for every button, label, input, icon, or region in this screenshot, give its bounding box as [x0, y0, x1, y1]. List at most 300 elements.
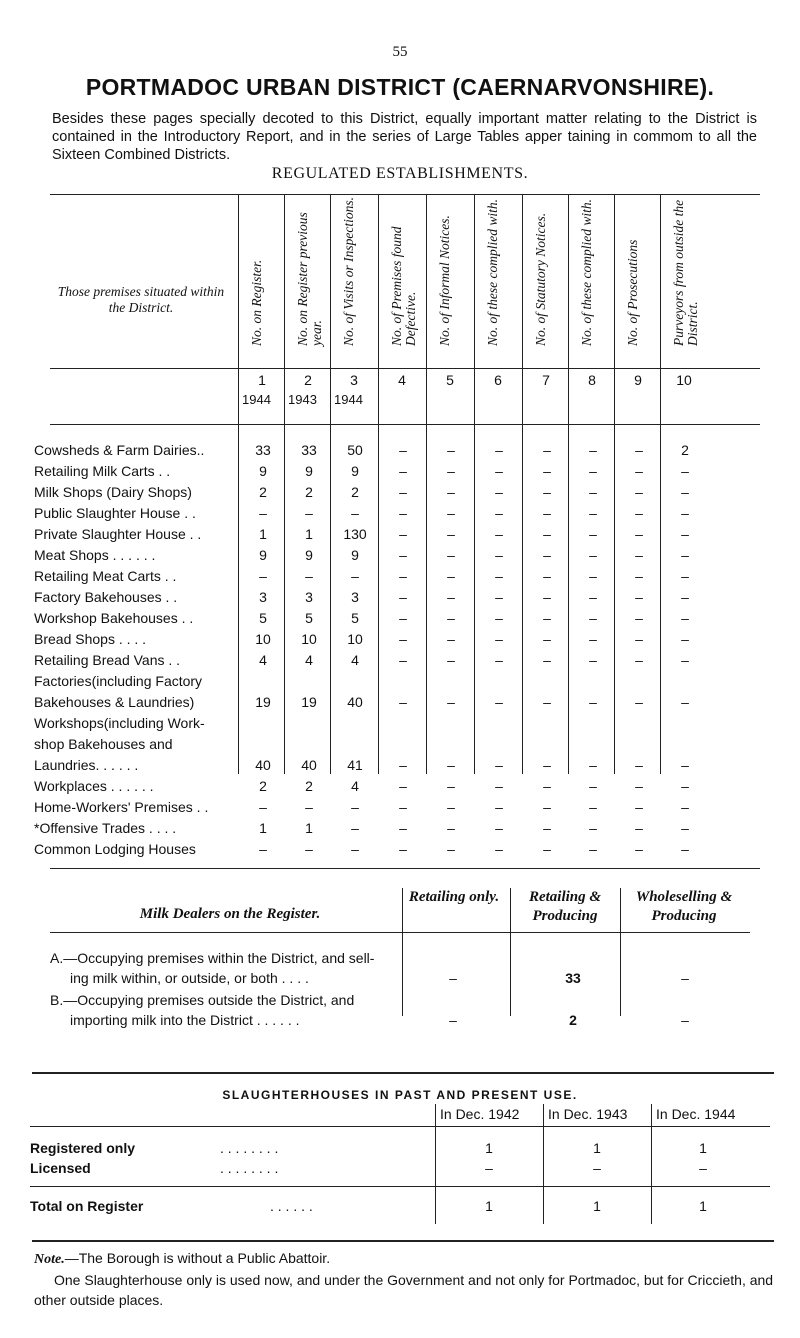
cell-col-6: –: [495, 589, 503, 605]
col-header-7: No. of Statutory Notices.: [533, 212, 548, 346]
cell-col-2: 9: [305, 463, 313, 479]
col-rule-1: [238, 194, 239, 774]
col-rule-7: [522, 194, 523, 774]
cell-col-4: –: [399, 484, 407, 500]
cell-col-4: –: [399, 463, 407, 479]
col-header-4: No. of Premises found Defective.: [389, 226, 418, 346]
sl-row-registered-dots: . . . . . . . .: [220, 1140, 279, 1156]
sl-licensed-1942: –: [485, 1160, 493, 1176]
cell-col-3: 41: [347, 757, 363, 773]
sl-total-1942: 1: [485, 1198, 493, 1214]
cell-col-3: 40: [347, 694, 363, 710]
cell-col-5: –: [447, 568, 455, 584]
sl-registered-1943: 1: [593, 1140, 601, 1156]
cell-col-5: –: [447, 526, 455, 542]
cell-col-2: –: [305, 841, 313, 857]
milk-col-retailing-producing: Retailing & Producing: [528, 889, 602, 924]
col-number-2: 2: [304, 372, 312, 388]
cell-col-4: –: [399, 631, 407, 647]
cell-col-2: 1: [305, 820, 313, 836]
cell-col-4: –: [399, 778, 407, 794]
note-line1: —The Borough is without a Public Abattoir.: [64, 1250, 331, 1266]
cell-col-6: –: [495, 442, 503, 458]
cell-col-4: –: [399, 547, 407, 563]
row-label: Public Slaughter House . .: [34, 505, 196, 521]
col-year-2: 1943: [288, 392, 317, 407]
col-number-6: 6: [494, 372, 502, 388]
cell-col-6: –: [495, 484, 503, 500]
cell-col-8: –: [589, 463, 597, 479]
cell-col-7: –: [543, 610, 551, 626]
cell-col-2: 33: [301, 442, 317, 458]
cell-col-9: –: [635, 778, 643, 794]
cell-col-1: 33: [255, 442, 271, 458]
sl-registered-1942: 1: [485, 1140, 493, 1156]
cell-col-3: 130: [343, 526, 367, 542]
col-rule-10: [660, 194, 661, 774]
sl-licensed-1944: –: [699, 1160, 707, 1176]
note-label: Note.: [34, 1252, 65, 1267]
cell-col-3: 2: [351, 484, 359, 500]
cell-col-9: –: [635, 841, 643, 857]
milk-header-rule: [50, 932, 750, 933]
cell-col-9: –: [635, 568, 643, 584]
cell-col-3: 4: [351, 778, 359, 794]
cell-col-8: –: [589, 610, 597, 626]
cell-col-6: –: [495, 463, 503, 479]
cell-col-6: –: [495, 820, 503, 836]
cell-col-2: –: [305, 505, 313, 521]
cell-col-1: 19: [255, 694, 271, 710]
cell-col-7: –: [543, 484, 551, 500]
milk-row-b-line2: importing milk into the District . . . . . .: [70, 1012, 300, 1028]
table-row: [34, 652, 800, 672]
note-rule: [32, 1240, 774, 1242]
cell-col-9: –: [635, 757, 643, 773]
cell-col-6: –: [495, 526, 503, 542]
cell-col-3: 4: [351, 652, 359, 668]
cell-col-7: –: [543, 568, 551, 584]
cell-col-8: –: [589, 484, 597, 500]
row-label: Bakehouses & Laundries): [34, 694, 195, 710]
col-header-3: No. of Visits or Inspections.: [341, 196, 356, 346]
cell-col-10: –: [681, 463, 689, 479]
cell-col-5: –: [447, 442, 455, 458]
milk-dealers-table: [50, 889, 770, 1028]
sl-row-registered-label: Registered only: [30, 1140, 136, 1156]
table-row: [34, 799, 800, 819]
slaughterhouse-table: [30, 1106, 770, 1220]
cell-col-2: 10: [301, 631, 317, 647]
table-row: [34, 631, 800, 651]
table-row: [34, 778, 800, 798]
cell-col-4: –: [399, 841, 407, 857]
cell-col-1: 1: [259, 820, 267, 836]
cell-col-4: –: [399, 757, 407, 773]
cell-col-3: –: [351, 568, 359, 584]
table-row: [34, 463, 800, 483]
table-row: [34, 757, 800, 777]
sl-registered-1944: 1: [699, 1140, 707, 1156]
table-row: [34, 547, 800, 567]
col-header-9: No. of Prosecutions: [625, 239, 640, 346]
cell-col-10: –: [681, 778, 689, 794]
cell-col-10: –: [681, 652, 689, 668]
cell-col-2: 5: [305, 610, 313, 626]
cell-col-9: –: [635, 526, 643, 542]
table-row: [34, 673, 800, 693]
table-row: [34, 526, 800, 546]
cell-col-6: –: [495, 778, 503, 794]
cell-col-5: –: [447, 778, 455, 794]
cell-col-2: –: [305, 568, 313, 584]
section-rule: [32, 1072, 774, 1074]
cell-col-10: –: [681, 694, 689, 710]
cell-col-7: –: [543, 526, 551, 542]
cell-col-8: –: [589, 589, 597, 605]
cell-col-7: –: [543, 442, 551, 458]
cell-col-9: –: [635, 589, 643, 605]
cell-col-5: –: [447, 820, 455, 836]
cell-col-7: –: [543, 799, 551, 815]
cell-col-2: –: [305, 799, 313, 815]
milk-col-wholeselling-producing: Wholeselling & Producing: [635, 889, 733, 924]
sl-licensed-1943: –: [593, 1160, 601, 1176]
regulated-establishments-table: [34, 178, 800, 857]
col-number-5: 5: [446, 372, 454, 388]
col-number-4: 4: [398, 372, 406, 388]
cell-col-3: 50: [347, 442, 363, 458]
col-header-1: No. on Register.: [249, 259, 264, 346]
cell-col-8: –: [589, 841, 597, 857]
col-rule-3: [330, 194, 331, 774]
cell-col-5: –: [447, 547, 455, 563]
row-label: Milk Shops (Dairy Shops): [34, 484, 192, 500]
milk-a-wholeselling: –: [681, 970, 689, 986]
table-row: [34, 820, 800, 840]
sl-col-1944: In Dec. 1944: [656, 1106, 736, 1122]
sl-col-1942: In Dec. 1942: [440, 1106, 520, 1122]
cell-col-6: –: [495, 757, 503, 773]
cell-col-3: –: [351, 799, 359, 815]
cell-col-8: –: [589, 778, 597, 794]
cell-col-1: –: [259, 505, 267, 521]
page-title: PORTMADOC URBAN DISTRICT (CAERNARVONSHIRE).: [85, 74, 715, 100]
row-label: *Offensive Trades . . . .: [34, 820, 177, 836]
cell-col-4: –: [399, 568, 407, 584]
table-top-rule: [50, 194, 760, 195]
cell-col-9: –: [635, 547, 643, 563]
cell-col-6: –: [495, 841, 503, 857]
col-number-10: 10: [676, 372, 692, 388]
cell-col-1: 5: [259, 610, 267, 626]
cell-col-3: –: [351, 841, 359, 857]
header-rule: [50, 368, 760, 369]
col-number-9: 9: [634, 372, 642, 388]
row-label: Workplaces . . . . . .: [34, 778, 154, 794]
cell-col-10: –: [681, 610, 689, 626]
cell-col-9: –: [635, 631, 643, 647]
col-year-1: 1944: [242, 392, 271, 407]
cell-col-10: –: [681, 589, 689, 605]
col-header-2: No. on Register previous year.: [295, 212, 324, 346]
cell-col-7: –: [543, 841, 551, 857]
intro-paragraph: Besides these pages specially decoted to this District, equally important matter relating to the District is contained in the Introductory Report, and in the series of Large Tables apper taining in commom to all the Sixteen Combined Districts.: [52, 111, 757, 163]
cell-col-4: –: [399, 610, 407, 626]
cell-col-1: 1: [259, 526, 267, 542]
cell-col-4: –: [399, 442, 407, 458]
cell-col-3: 10: [347, 631, 363, 647]
sl-total-1944: 1: [699, 1198, 707, 1214]
cell-col-9: –: [635, 505, 643, 521]
cell-col-1: –: [259, 841, 267, 857]
cell-col-10: –: [681, 484, 689, 500]
cell-col-8: –: [589, 568, 597, 584]
row-label: Factories(including Factory: [34, 673, 203, 689]
cell-col-4: –: [399, 694, 407, 710]
table-row: [34, 715, 800, 735]
cell-col-5: –: [447, 757, 455, 773]
milk-row-a-line2: ing milk within, or outside, or both . . . .: [70, 970, 309, 986]
sl-total-1943: 1: [593, 1198, 601, 1214]
col-number-3: 3: [350, 372, 358, 388]
cell-col-9: –: [635, 442, 643, 458]
cell-col-8: –: [589, 442, 597, 458]
col-rule-9: [614, 194, 615, 774]
cell-col-10: 2: [681, 442, 689, 458]
slaughterhouse-heading: SLAUGHTERHOUSES IN PAST AND PRESENT USE.: [222, 1088, 578, 1102]
col-header-5: No. of Informal Notices.: [437, 215, 452, 346]
table-bottom-rule: [50, 868, 760, 869]
milk-vrule-1: [402, 888, 403, 1016]
cell-col-5: –: [447, 694, 455, 710]
number-row-rule: [50, 424, 760, 425]
cell-col-1: 10: [255, 631, 271, 647]
milk-row-a-line1: A.—Occupying premises within the District, and sell-: [50, 950, 375, 966]
cell-col-1: –: [259, 799, 267, 815]
table-row: [34, 568, 800, 588]
cell-col-9: –: [635, 652, 643, 668]
cell-col-10: –: [681, 526, 689, 542]
cell-col-5: –: [447, 610, 455, 626]
cell-col-1: 4: [259, 652, 267, 668]
sl-total-dots: . . . . . .: [270, 1198, 313, 1214]
col-rule-8: [568, 194, 569, 774]
row-label: Workshop Bakehouses . .: [34, 610, 194, 626]
cell-col-4: –: [399, 526, 407, 542]
table-row: [34, 442, 800, 462]
row-label: Common Lodging Houses: [34, 841, 196, 857]
cell-col-8: –: [589, 799, 597, 815]
cell-col-10: –: [681, 547, 689, 563]
sl-vrule-3: [651, 1104, 652, 1224]
sl-header-rule: [30, 1126, 770, 1127]
cell-col-4: –: [399, 799, 407, 815]
cell-col-10: –: [681, 505, 689, 521]
col-header-10: Purveyors from outside the District.: [671, 199, 700, 346]
cell-col-5: –: [447, 505, 455, 521]
cell-col-1: 9: [259, 463, 267, 479]
table-row: [34, 736, 800, 756]
row-label: Workshops(including Work-: [34, 715, 205, 731]
milk-b-wholeselling: –: [681, 1012, 689, 1028]
cell-col-7: –: [543, 631, 551, 647]
cell-col-3: –: [351, 505, 359, 521]
row-label: Retailing Bread Vans . .: [34, 652, 181, 668]
milk-b-retailing: –: [449, 1012, 457, 1028]
cell-col-10: –: [681, 841, 689, 857]
col-number-8: 8: [588, 372, 596, 388]
row-label: Private Slaughter House . .: [34, 526, 202, 542]
cell-col-8: –: [589, 526, 597, 542]
cell-col-2: 2: [305, 484, 313, 500]
col-number-1: 1: [258, 372, 266, 388]
cell-col-3: 9: [351, 463, 359, 479]
cell-col-8: –: [589, 820, 597, 836]
cell-col-9: –: [635, 820, 643, 836]
sl-row-licensed-label: Licensed: [30, 1160, 91, 1176]
col-rule-2: [284, 194, 285, 774]
col-number-7: 7: [542, 372, 550, 388]
cell-col-5: –: [447, 799, 455, 815]
row-label: Retailing Meat Carts . .: [34, 568, 177, 584]
cell-col-1: 3: [259, 589, 267, 605]
cell-col-10: –: [681, 631, 689, 647]
cell-col-9: –: [635, 484, 643, 500]
cell-col-8: –: [589, 505, 597, 521]
milk-heading: Milk Dealers on the Register.: [139, 906, 321, 922]
table-row: [34, 694, 800, 714]
col-header-8: No. of these complied with.: [579, 199, 594, 346]
col-header-6: No. of these complied with.: [485, 199, 500, 346]
note-block: [34, 1248, 774, 1310]
cell-col-6: –: [495, 652, 503, 668]
sl-col-1943: In Dec. 1943: [548, 1106, 628, 1122]
cell-col-1: 40: [255, 757, 271, 773]
row-label: Factory Bakehouses . .: [34, 589, 178, 605]
cell-col-3: 3: [351, 589, 359, 605]
col-year-3: 1944: [334, 392, 363, 407]
cell-col-9: –: [635, 463, 643, 479]
cell-col-5: –: [447, 589, 455, 605]
note-line2: One Slaughterhouse only is used now, and under the Government and not only for Portmadoc, but for Criccieth, and other outside places.: [34, 1272, 774, 1308]
cell-col-5: –: [447, 631, 455, 647]
cell-col-9: –: [635, 610, 643, 626]
cell-col-2: 3: [305, 589, 313, 605]
cell-col-7: –: [543, 694, 551, 710]
col-rule-6: [474, 194, 475, 774]
milk-a-retailing: –: [449, 970, 457, 986]
cell-col-8: –: [589, 631, 597, 647]
cell-col-2: 40: [301, 757, 317, 773]
cell-col-2: 9: [305, 547, 313, 563]
cell-col-5: –: [447, 841, 455, 857]
milk-a-retailing-producing: 33: [565, 970, 581, 986]
sl-row-licensed-dots: . . . . . . . .: [220, 1160, 279, 1176]
row-label: Laundries. . . . . .: [34, 757, 139, 773]
table-row: [34, 610, 800, 630]
cell-col-6: –: [495, 610, 503, 626]
table-row: [34, 841, 800, 861]
cell-col-7: –: [543, 652, 551, 668]
row-label: Retailing Milk Carts . .: [34, 463, 171, 479]
row-label: Cowsheds & Farm Dairies..: [34, 442, 205, 458]
milk-vrule-3: [620, 888, 621, 1016]
cell-col-2: 2: [305, 778, 313, 794]
left-column-header: Those premises situated within the District.: [57, 284, 225, 315]
sl-total-rule: [30, 1186, 770, 1187]
cell-col-8: –: [589, 757, 597, 773]
cell-col-6: –: [495, 631, 503, 647]
cell-col-1: 2: [259, 484, 267, 500]
cell-col-1: 2: [259, 778, 267, 794]
table-row: [34, 505, 800, 525]
row-label: Meat Shops . . . . . .: [34, 547, 156, 563]
cell-col-6: –: [495, 694, 503, 710]
sl-vrule-1: [435, 1104, 436, 1224]
cell-col-7: –: [543, 505, 551, 521]
col-rule-4: [378, 194, 379, 774]
milk-row-b-line1: B.—Occupying premises outside the District, and: [50, 992, 355, 1008]
cell-col-10: –: [681, 820, 689, 836]
cell-col-10: –: [681, 568, 689, 584]
milk-vrule-2: [510, 888, 511, 1016]
cell-col-7: –: [543, 820, 551, 836]
cell-col-6: –: [495, 799, 503, 815]
cell-col-8: –: [589, 652, 597, 668]
milk-col-retailing: Retailing only.: [408, 889, 500, 905]
sl-total-label: Total on Register: [30, 1198, 144, 1214]
cell-col-3: 5: [351, 610, 359, 626]
row-label: Home-Workers' Premises . .: [34, 799, 209, 815]
regulated-heading: REGULATED ESTABLISHMENTS.: [271, 165, 529, 182]
page-number: 55: [392, 44, 408, 60]
cell-col-2: 1: [305, 526, 313, 542]
col-rule-5: [426, 194, 427, 774]
cell-col-5: –: [447, 484, 455, 500]
cell-col-9: –: [635, 799, 643, 815]
cell-col-4: –: [399, 589, 407, 605]
cell-col-4: –: [399, 652, 407, 668]
row-label: Bread Shops . . . .: [34, 631, 147, 647]
cell-col-2: 19: [301, 694, 317, 710]
cell-col-1: –: [259, 568, 267, 584]
cell-col-7: –: [543, 589, 551, 605]
cell-col-10: –: [681, 757, 689, 773]
cell-col-8: –: [589, 694, 597, 710]
cell-col-7: –: [543, 778, 551, 794]
milk-b-retailing-producing: 2: [569, 1012, 577, 1028]
cell-col-2: 4: [305, 652, 313, 668]
table-row: [34, 589, 800, 609]
row-label: shop Bakehouses and: [34, 736, 173, 752]
cell-col-6: –: [495, 568, 503, 584]
cell-col-3: –: [351, 820, 359, 836]
sl-vrule-2: [543, 1104, 544, 1224]
cell-col-6: –: [495, 505, 503, 521]
cell-col-8: –: [589, 547, 597, 563]
cell-col-3: 9: [351, 547, 359, 563]
cell-col-10: –: [681, 799, 689, 815]
cell-col-5: –: [447, 463, 455, 479]
cell-col-9: –: [635, 694, 643, 710]
cell-col-6: –: [495, 547, 503, 563]
cell-col-4: –: [399, 820, 407, 836]
cell-col-4: –: [399, 505, 407, 521]
cell-col-1: 9: [259, 547, 267, 563]
cell-col-7: –: [543, 757, 551, 773]
cell-col-7: –: [543, 463, 551, 479]
